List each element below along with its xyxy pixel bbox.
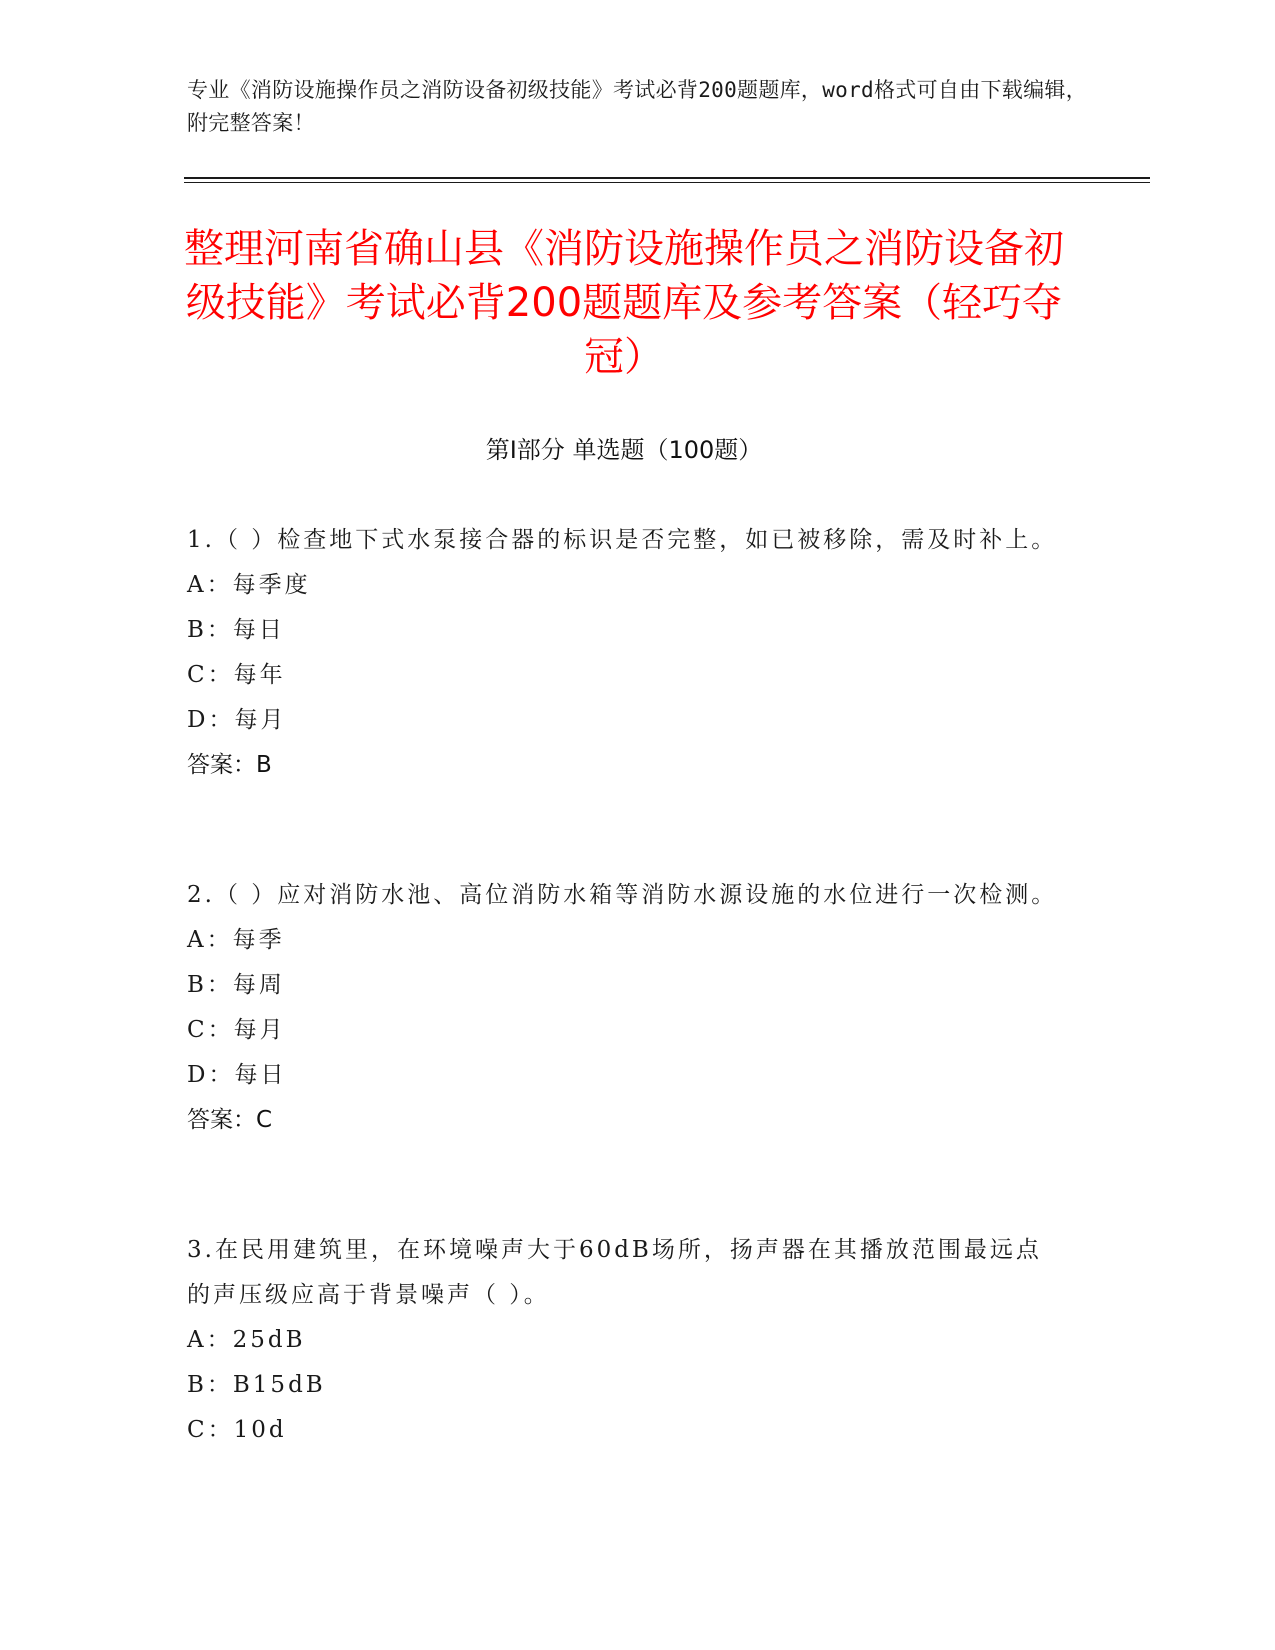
option-c: C：每月 bbox=[187, 1017, 286, 1043]
option-b: B：每周 bbox=[187, 972, 285, 998]
answer-label: 答案：C bbox=[187, 1107, 273, 1133]
answer-label: 答案：B bbox=[187, 752, 272, 778]
question-item bbox=[187, 873, 1067, 1143]
question-stem: 2.（ ）应对消防水池、高位消防水箱等消防水源设施的水位进行一次检测。 bbox=[187, 882, 1058, 908]
option-c: C：每年 bbox=[187, 662, 286, 688]
section-title: 第I部分 单选题（100题） bbox=[485, 436, 763, 464]
option-b: B：每日 bbox=[187, 617, 285, 643]
header-note: 专业《消防设施操作员之消防设备初级技能》考试必背200题题库，word格式可自由下载编辑，附完整答案！ bbox=[187, 78, 1087, 135]
document-title: 整理河南省确山县《消防设施操作员之消防设备初级技能》考试必背200题题库及参考答案（轻巧夺冠） bbox=[184, 226, 1064, 380]
option-a: A：每季 bbox=[187, 927, 285, 953]
header-divider-thick bbox=[184, 177, 1150, 179]
question-stem: 1.（ ）检查地下式水泵接合器的标识是否完整，如已被移除，需及时补上。 bbox=[187, 527, 1058, 553]
option-a: A：25dB bbox=[187, 1327, 306, 1353]
option-d: D：每月 bbox=[187, 707, 287, 733]
option-d: D：每日 bbox=[187, 1062, 287, 1088]
question-item bbox=[187, 1228, 1067, 1453]
option-c: C：10d bbox=[187, 1417, 287, 1443]
option-b: B：B15dB bbox=[187, 1372, 326, 1398]
option-a: A：每季度 bbox=[187, 572, 311, 598]
header-divider-thin bbox=[184, 182, 1150, 183]
question-item bbox=[187, 518, 1067, 788]
question-stem: 3.在民用建筑里，在环境噪声大于60dB场所，扬声器在其播放范围最远点的声压级应高于背景噪声（ ）。 bbox=[187, 1237, 1042, 1308]
